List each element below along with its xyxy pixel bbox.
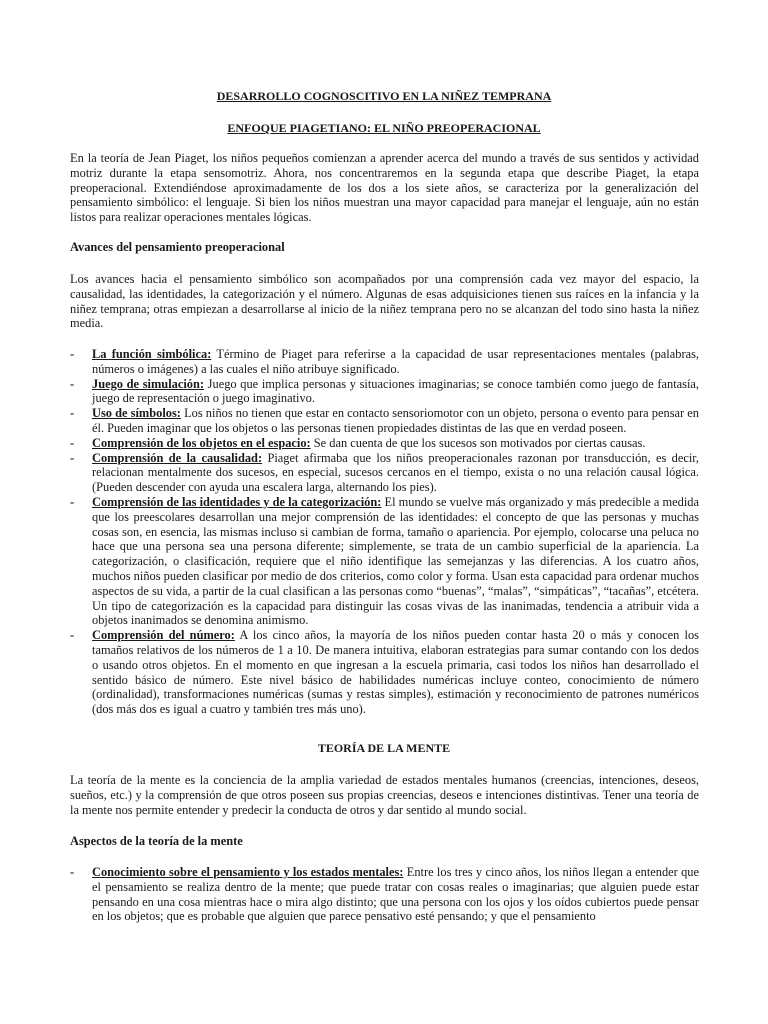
term-label: Comprensión de las identidades y de la categorización: <box>92 494 382 509</box>
avances-paragraph: Los avances hacia el pensamiento simbólico son acompañados por una comprensión cada vez mayor del espacio, la causalidad, las identidades, la categorización y el número. Algunas de esas adquisiciones tienen sus raíces en la infancia y la niñez temprana; otras empiezan a desarrollarse al inicio de la niñez temprana pero no se alcanzan del todo sino hasta la niñez media. <box>70 272 699 331</box>
term-label: Comprensión del número: <box>92 628 235 643</box>
bullet-dash: - <box>70 450 75 465</box>
list-item <box>70 495 699 628</box>
bullet-dash: - <box>70 494 75 509</box>
list-item <box>70 347 699 377</box>
term-label: La función simbólica: <box>92 347 212 361</box>
term-label: Uso de símbolos: <box>92 406 181 421</box>
list-item <box>70 406 699 436</box>
bullet-dash: - <box>70 865 75 879</box>
term-label: Comprensión de los objetos en el espacio: <box>92 435 311 450</box>
subsection-heading-aspectos: Aspectos de la teoría de la mente <box>70 834 243 848</box>
term-description: Se dan cuenta de que los sucesos son motivados por ciertas causas. <box>310 435 646 450</box>
term-label: Juego de simulación: <box>92 376 204 391</box>
section-heading-teoria: TEORÍA DE LA MENTE <box>317 741 451 755</box>
term-description: Entre los tres y cinco años, los niños llegan a entender que el pensamiento se realiza dentro de la mente; que puede tratar con cosas reales o imaginarias; que alguien puede estar pensando en una cosa mientras hace o mira algo distinto; que una persona con los ojos y los oídos cubiertos puede pensar en los objetos; que es probable que alguien que parece pensativo esté pensando; y que el pensamiento <box>92 865 699 924</box>
list-item <box>70 377 699 407</box>
bullet-dash: - <box>70 435 75 450</box>
term-description: Juego que implica personas y situaciones imaginarias; se conoce también como juego de fantasía, juego de representación o juego imaginativo. <box>92 376 699 406</box>
term-description: Los niños no tienen que estar en contacto sensoriomotor con un objeto, persona o evento para pensar en él. Pueden imaginar que los objetos o las personas tienen propiedades distintas de las que en verdad poseen. <box>92 406 699 435</box>
aspectos-list <box>70 865 699 924</box>
section-heading-avances: Avances del pensamiento preoperacional <box>70 240 285 254</box>
bullet-dash: - <box>70 628 75 643</box>
teoria-paragraph: La teoría de la mente es la conciencia de la amplia variedad de estados mentales humanos (creencias, intenciones, deseos, sueños, etc.) y la comprensión de que otros poseen sus propias creencias, deseos e intenciones distintivas. Tener una teoría de la mente nos permite entender y predecir la conducta de otros y dar sentido al mundo social. <box>70 773 699 817</box>
list-item <box>70 628 699 717</box>
list-item <box>70 451 699 495</box>
intro-paragraph: En la teoría de Jean Piaget, los niños pequeños comienzan a aprender acerca del mundo a través de sus sentidos y actividad motriz durante la etapa sensomotriz. Ahora, nos concentraremos en la segunda etapa que describe Piaget, la etapa preoperacional. Extendiéndose aproximadamente de los dos a los siete años, se caracteriza por la generalización del pensamiento simbólico: el lenguaje. Si bien los niños muestran una mayor capacidad para manejar el lenguaje, aún no están listos para realizar operaciones mentales lógicas. <box>70 151 699 225</box>
list-item <box>70 436 699 451</box>
term-description: Piaget afirmaba que los niños preoperacionales razonan por transducción, es decir, relacionan mentalmente dos sucesos, en especial, sucesos cercanos en el tiempo, exista o no una relación causal lógica. (Pueden descender con ayuda una escalera larga, alternando los pies). <box>92 450 699 495</box>
term-description: A los cinco años, la mayoría de los niños pueden contar hasta 20 o más y conocen los tamaños relativos de los números de 1 a 10. De manera intuitiva, elaboran estrategias para sumar contando con los dedos o usando otros objetos. En el momento en que ingresan a la escuela primaria, casi todos los niños han desarrollado el sentido básico de número. Este nivel básico de habilidades numéricas incluye conteo, conocimiento de número (ordinalidad), transformaciones numéricas (sumas y restas simples), estimación y reconocimiento de patrones numéricos (dos más dos es igual a cuatro y también tres más uno). <box>92 628 699 717</box>
term-description: Término de Piaget para referirse a la capacidad de usar representaciones mentales (palabras, números o imágenes) a las cuales el niño atribuye significado. <box>92 347 699 376</box>
term-label: Conocimiento sobre el pensamiento y los estados mentales: <box>92 865 404 879</box>
bullet-dash: - <box>70 347 75 361</box>
avances-list <box>70 347 699 717</box>
list-item <box>70 865 699 924</box>
bullet-dash: - <box>70 376 75 391</box>
document-title: DESARROLLO COGNOSCITIVO EN LA NIÑEZ TEMPRANA <box>216 89 552 103</box>
bullet-dash: - <box>70 406 75 421</box>
term-description: El mundo se vuelve más organizado y más predecible a medida que los preescolares desarrollan una mejor comprensión de las identidades: el concepto de que las personas y muchas cosas son, en esencia, las mismas incluso si cambian de forma, tamaño o apariencia. Por ejemplo, colocarse una peluca no hace que una persona sea una persona diferente; simplemente, se trata de un cambio superficial de la apariencia. La categorización, o clasificación, requiere que el niño identifique las semejanzas y las diferencias. A los cuatro años, muchos niños pueden clasificar por medio de dos criterios, como color y forma. Usan esta capacidad para ordenar muchos aspectos de su vida, a partir de la cual clasifican a las personas como “buenas”, “malas”, “simpáticas”, “tacañas”, etcétera. Un tipo de categorización es la capacidad para distinguir las cosas vivas de las inanimadas, tendencia a atribuir vida a objetos inanimados se denomina animismo. <box>92 494 699 628</box>
document-subtitle: ENFOQUE PIAGETIANO: EL NIÑO PREOPERACIONAL <box>227 121 541 135</box>
term-label: Comprensión de la causalidad: <box>92 450 263 465</box>
